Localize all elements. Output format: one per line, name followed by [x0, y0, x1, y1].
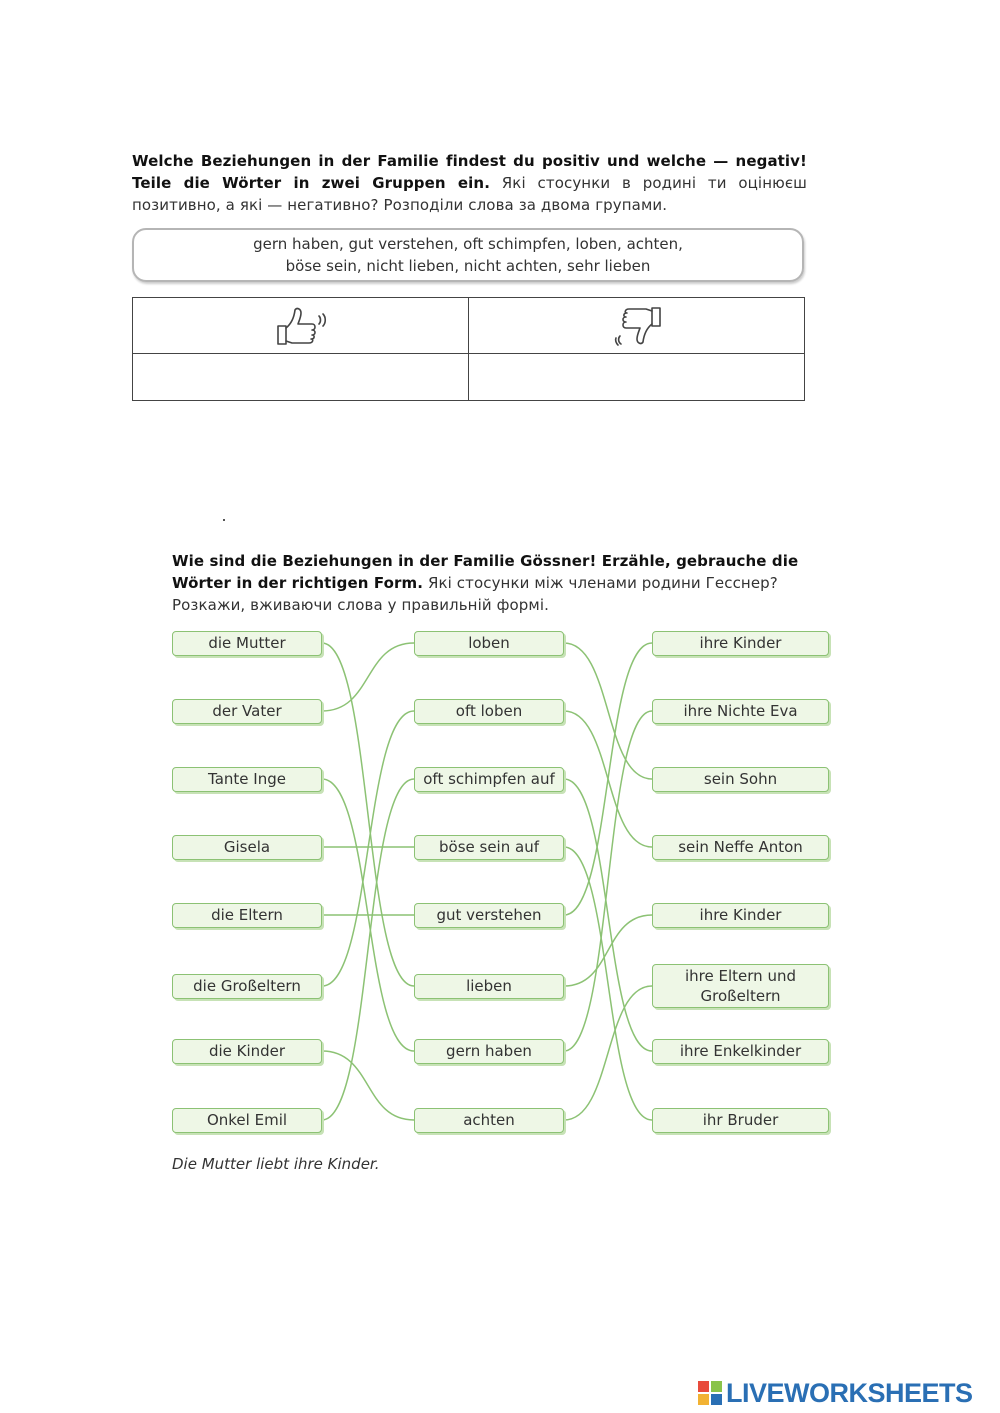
example-sentence: Die Mutter liebt ihre Kinder. — [172, 1155, 380, 1173]
left-box-2[interactable]: der Vater — [172, 699, 322, 724]
middle-box-6[interactable]: lieben — [414, 974, 564, 999]
middle-box-1[interactable]: loben — [414, 631, 564, 656]
left-box-7[interactable]: die Kinder — [172, 1039, 322, 1064]
link-middle-right-7 — [564, 711, 652, 1051]
right-box-8[interactable]: ihr Bruder — [652, 1108, 829, 1133]
right-box-7[interactable]: ihre Enkelkinder — [652, 1039, 829, 1064]
right-box-5[interactable]: ihre Kinder — [652, 903, 829, 928]
exercise2-instruction-ua: Які стосунки між членами родини Гесснер? Розкажи, вживаючи слова у правильній формі. — [172, 574, 778, 614]
brand-text: LIVEWORKSHEETS — [726, 1377, 973, 1408]
right-box-6-line-1: ihre Eltern und — [685, 967, 796, 985]
middle-box-8[interactable]: achten — [414, 1108, 564, 1133]
middle-box-3[interactable]: oft schimpfen auf — [414, 767, 564, 792]
link-left-middle-8 — [322, 779, 414, 1120]
exercise1-instruction-de: Welche Beziehungen in der Familie findest du positiv und welche — negativ! Teile die Wörter in zwei Gruppen ein. — [132, 152, 807, 192]
left-box-4[interactable]: Gisela — [172, 835, 322, 860]
right-box-2[interactable]: ihre Nichte Eva — [652, 699, 829, 724]
exercise2-instruction-de: Wie sind die Beziehungen in der Familie Gössner! Erzähle, gebrauche die Wörter in der richtigen Form. — [172, 552, 799, 592]
right-box-4[interactable]: sein Neffe Anton — [652, 835, 829, 860]
middle-box-5[interactable]: gut verstehen — [414, 903, 564, 928]
left-box-3[interactable]: Tante Inge — [172, 767, 322, 792]
link-middle-right-5 — [564, 643, 652, 915]
liveworksheets-logo — [698, 1378, 973, 1408]
link-middle-right-8 — [564, 986, 652, 1120]
left-box-8[interactable]: Onkel Emil — [172, 1108, 322, 1133]
word-bank-line-2: böse sein, nicht lieben, nicht achten, sehr lieben — [285, 257, 651, 275]
link-middle-right-3 — [564, 779, 652, 1051]
exercise1-instruction-ua: Які стосунки в родині ти оцінюєш позитивно, а які — негативно? Розподіли слова за двома групами. — [132, 174, 807, 214]
right-box-3[interactable]: sein Sohn — [652, 767, 829, 792]
link-middle-right-6 — [564, 915, 652, 986]
middle-box-4[interactable]: böse sein auf — [414, 835, 564, 860]
logo-squares-icon — [698, 1381, 724, 1405]
middle-box-2[interactable]: oft loben — [414, 699, 564, 724]
right-box-1[interactable]: ihre Kinder — [652, 631, 829, 656]
right-box-6[interactable] — [652, 964, 829, 1008]
left-box-5[interactable]: die Eltern — [172, 903, 322, 928]
link-middle-right-1 — [564, 643, 652, 779]
link-left-middle-1 — [322, 643, 414, 986]
left-box-6[interactable]: die Großeltern — [172, 974, 322, 999]
middle-box-7[interactable]: gern haben — [414, 1039, 564, 1064]
left-box-1[interactable]: die Mutter — [172, 631, 322, 656]
word-bank-line-1: gern haben, gut verstehen, oft schimpfen, loben, achten, — [253, 235, 683, 253]
right-box-6-line-2: Großeltern — [700, 987, 781, 1005]
